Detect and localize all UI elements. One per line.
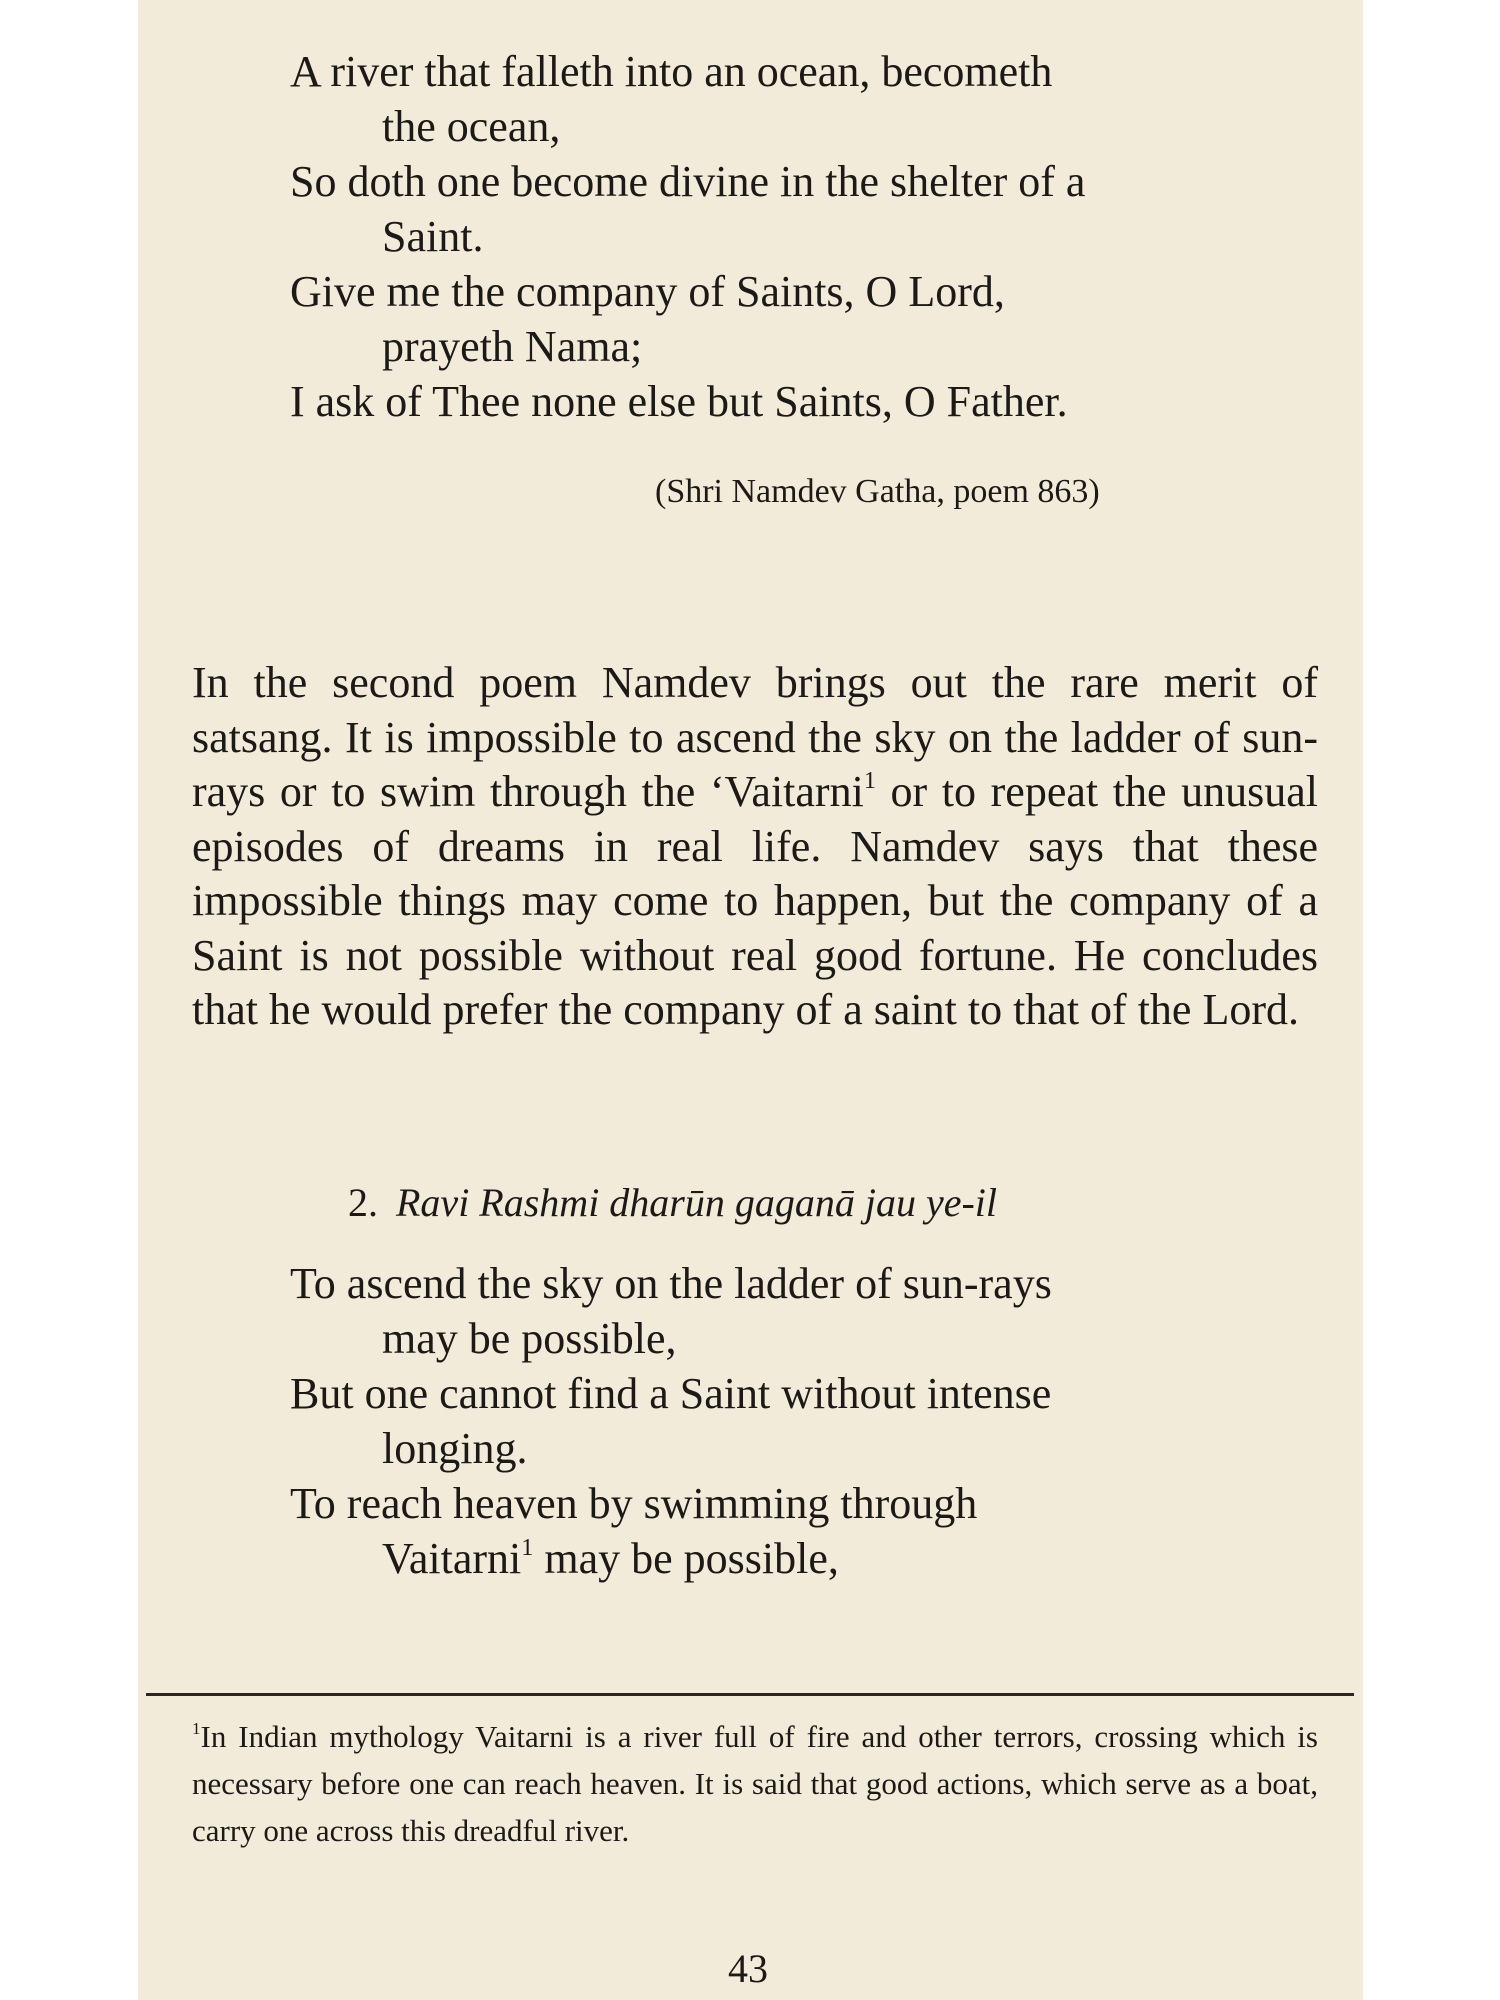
verse-line: Saint.: [382, 212, 484, 261]
footnote-marker: 1: [863, 766, 876, 794]
verse-ravi-rashmi: [290, 1256, 1380, 1586]
verse-line: longing.: [382, 1424, 528, 1473]
prose-text: In the second poem Namdev brings out the rare merit of satsang. It is impossible to ascend the sky on the ladder of sun-rays or to swim through the ‘Vaitarni: [192, 658, 1318, 816]
footnote-marker: 1: [192, 1719, 201, 1739]
prose-paragraph: [192, 656, 1318, 1038]
footnote: [192, 1713, 1318, 1854]
footnote-divider: [146, 1693, 1354, 1696]
verse-line: [290, 1531, 1380, 1586]
verse-namdev-863: [290, 44, 1380, 429]
verse-line: may be possible,: [382, 1314, 677, 1363]
poem-heading: [348, 1177, 997, 1229]
verse-line: So doth one become divine in the shelter of a: [290, 157, 1086, 206]
verse-line: To ascend the sky on the ladder of sun-rays: [290, 1259, 1052, 1308]
prose-text: or to repeat the unusual episodes of dreams in real life. Namdev says that these impossible things may come to happen, but the company of a Saint is not possible without real good fortune. He concludes that he would prefer the company of a saint to that of the Lord.: [192, 767, 1318, 1034]
book-page: [138, 0, 1363, 2000]
page-number: 43: [728, 1946, 768, 1991]
verse-line: I ask of Thee none else but Saints, O Father.: [290, 377, 1068, 426]
verse-line: A river that falleth into an ocean, becometh: [290, 47, 1053, 96]
footnote-marker: 1: [521, 1533, 534, 1561]
verse-line: To reach heaven by swimming through: [290, 1479, 978, 1528]
citation: (Shri Namdev Gatha, poem 863): [655, 473, 1100, 510]
verse-line: But one cannot find a Saint without intense: [290, 1369, 1052, 1418]
verse-text: Vaitarni: [382, 1534, 522, 1583]
verse-text: may be possible,: [533, 1534, 839, 1583]
verse-line: prayeth Nama;: [382, 322, 643, 371]
verse-line: the ocean,: [382, 102, 561, 151]
verse-line: Give me the company of Saints, O Lord,: [290, 267, 1005, 316]
poem-number: 2.: [348, 1180, 378, 1225]
footnote-text: In Indian mythology Vaitarni is a river full of fire and other terrors, crossing which is necessary before one can reach heaven. It is said that good actions, which serve as a boat, carry one across this dreadful river.: [192, 1719, 1318, 1848]
poem-title: Ravi Rashmi dharūn gaganā jau ye-il: [396, 1180, 998, 1225]
